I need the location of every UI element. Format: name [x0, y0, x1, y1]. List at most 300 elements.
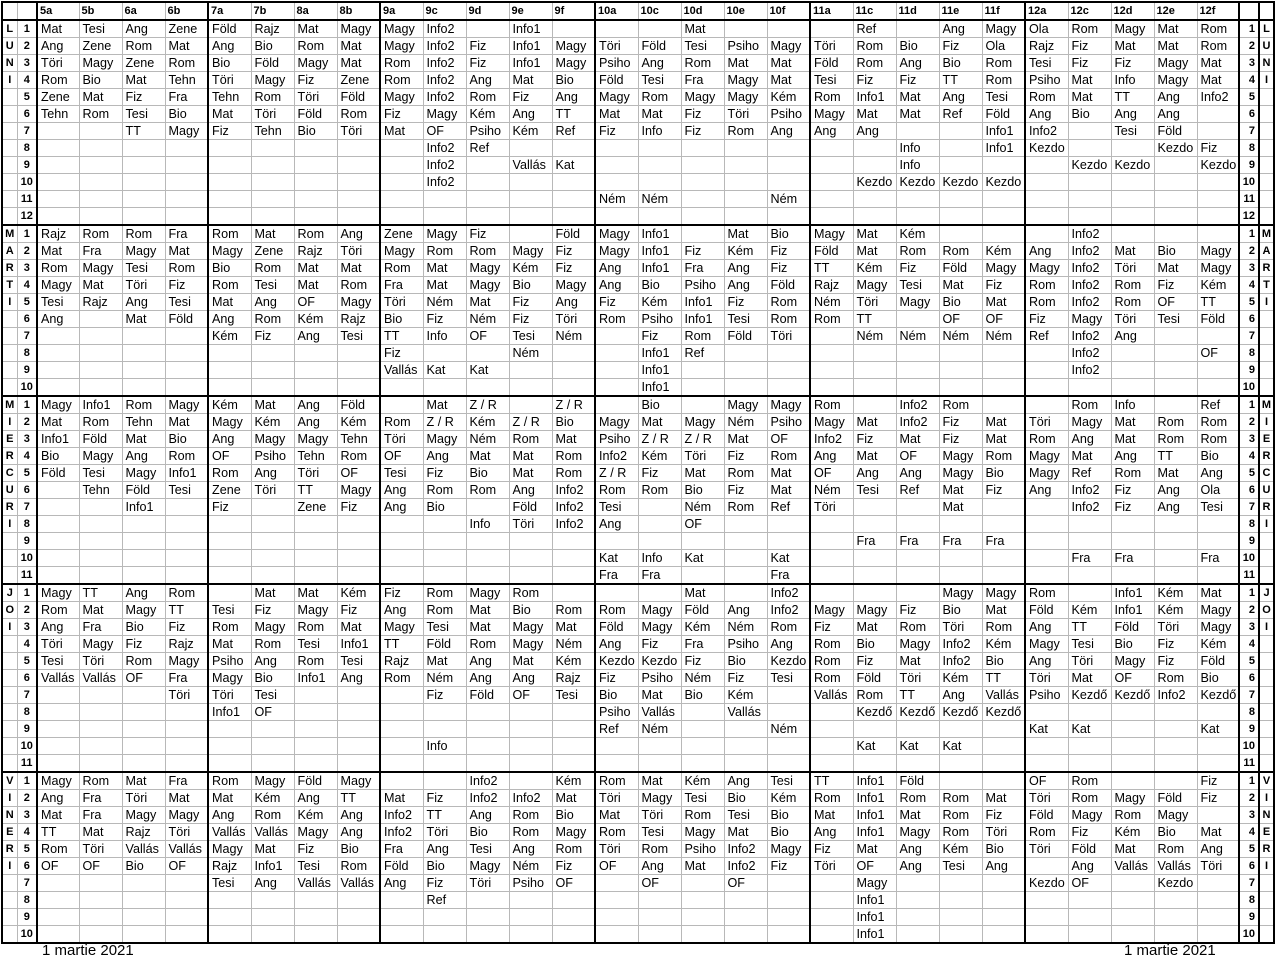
lesson-cell: Ang	[509, 106, 552, 123]
lesson-cell: Rom	[724, 123, 767, 140]
period-row	[2, 157, 1274, 174]
period-number: 6	[17, 482, 37, 499]
lesson-cell: Magy	[466, 584, 509, 602]
lesson-cell: Bio	[208, 55, 251, 72]
lesson-cell: Rom	[552, 465, 595, 482]
lesson-cell: Mat	[1068, 89, 1111, 106]
lesson-cell: Rom	[724, 499, 767, 516]
lesson-cell: Töri	[1068, 653, 1111, 670]
lesson-cell: Mat	[251, 225, 294, 243]
lesson-cell: Rom	[810, 790, 853, 807]
period-number-right: 7	[1239, 123, 1259, 140]
lesson-cell	[337, 362, 380, 379]
lesson-cell: Info1	[853, 926, 896, 944]
lesson-cell: Magy	[122, 465, 165, 482]
header-corner-period-right	[1239, 2, 1259, 20]
lesson-cell	[939, 191, 982, 208]
period-number: 9	[17, 909, 37, 926]
lesson-cell: Rom	[595, 772, 638, 790]
lesson-cell	[79, 909, 122, 926]
lesson-cell: Magy	[853, 277, 896, 294]
lesson-cell: Tesi	[165, 482, 208, 499]
lesson-cell: Fra	[681, 260, 724, 277]
period-row	[2, 191, 1274, 208]
lesson-cell	[79, 311, 122, 328]
lesson-cell: Rom	[380, 414, 423, 431]
lesson-cell: Kezdo	[1197, 157, 1239, 174]
lesson-cell: Kém	[337, 414, 380, 431]
day-letter-right: N	[1259, 807, 1274, 824]
lesson-cell: Info1	[251, 858, 294, 875]
lesson-cell: Info1	[853, 892, 896, 909]
period-number: 5	[17, 294, 37, 311]
lesson-cell: Bio	[122, 619, 165, 636]
lesson-cell: Info1	[982, 123, 1025, 140]
lesson-cell: Info1	[638, 345, 681, 362]
lesson-cell	[638, 174, 681, 191]
period-number: 8	[17, 516, 37, 533]
period-number-right: 3	[1239, 807, 1259, 824]
day-letter-left: I	[2, 414, 17, 431]
lesson-cell: Fiz	[165, 277, 208, 294]
lesson-cell	[165, 174, 208, 191]
lesson-cell: Magy	[1197, 243, 1239, 260]
lesson-cell: Info2	[896, 396, 939, 414]
lesson-cell	[79, 567, 122, 585]
lesson-cell: Magy	[466, 277, 509, 294]
lesson-cell: Rom	[165, 448, 208, 465]
lesson-cell: Töri	[810, 38, 853, 55]
lesson-cell: Fiz	[638, 465, 681, 482]
lesson-cell: Info2	[1068, 243, 1111, 260]
lesson-cell: Töri	[337, 123, 380, 140]
lesson-cell: Info2	[466, 772, 509, 790]
lesson-cell	[767, 704, 810, 721]
lesson-cell: Magy	[1068, 311, 1111, 328]
lesson-cell	[37, 721, 79, 738]
lesson-cell	[208, 892, 251, 909]
lesson-cell: Föld	[595, 72, 638, 89]
lesson-cell	[939, 345, 982, 362]
day-letter-right: J	[1259, 584, 1274, 602]
lesson-cell: TT	[79, 584, 122, 602]
period-number-right: 6	[1239, 670, 1259, 687]
lesson-cell: Rom	[294, 653, 337, 670]
lesson-cell: Ang	[380, 602, 423, 619]
period-number: 10	[17, 738, 37, 755]
lesson-cell: Info	[466, 516, 509, 533]
class-header: 9e	[509, 2, 552, 20]
lesson-cell: Magy	[1111, 790, 1154, 807]
lesson-cell: Magy	[638, 602, 681, 619]
lesson-cell	[122, 208, 165, 226]
day-letter-left: J	[2, 584, 17, 602]
lesson-cell: Magy	[294, 55, 337, 72]
lesson-cell: Töri	[208, 687, 251, 704]
lesson-cell: Magy	[939, 465, 982, 482]
lesson-cell	[79, 721, 122, 738]
lesson-cell: Vallás	[638, 704, 681, 721]
day-letter-right: U	[1259, 482, 1274, 499]
lesson-cell: Ném	[982, 328, 1025, 345]
lesson-cell: Tesi	[595, 499, 638, 516]
lesson-cell	[380, 738, 423, 755]
lesson-cell: Magy	[423, 106, 466, 123]
lesson-cell: Magy	[251, 619, 294, 636]
lesson-cell	[37, 157, 79, 174]
lesson-cell: Rom	[939, 790, 982, 807]
day-letter-left	[2, 636, 17, 653]
lesson-cell: Rom	[466, 243, 509, 260]
lesson-cell: Tesi	[767, 670, 810, 687]
lesson-cell: Magy	[552, 277, 595, 294]
lesson-cell: Fra	[681, 636, 724, 653]
lesson-cell: Mat	[1068, 670, 1111, 687]
lesson-cell: Bio	[552, 72, 595, 89]
lesson-cell: Info1	[638, 362, 681, 379]
lesson-cell	[1025, 550, 1068, 567]
lesson-cell: Info	[1111, 396, 1154, 414]
lesson-cell	[638, 892, 681, 909]
lesson-cell: TT	[1197, 294, 1239, 311]
lesson-cell: Info1	[294, 670, 337, 687]
lesson-cell	[853, 721, 896, 738]
lesson-cell: Info1	[337, 636, 380, 653]
lesson-cell: Rom	[466, 482, 509, 499]
lesson-cell: Töri	[552, 311, 595, 328]
lesson-cell: Magy	[810, 225, 853, 243]
lesson-cell: Kém	[466, 106, 509, 123]
period-number: 4	[17, 277, 37, 294]
lesson-cell: Ang	[1025, 243, 1068, 260]
lesson-cell: Fiz	[767, 243, 810, 260]
lesson-cell	[466, 157, 509, 174]
period-number: 10	[17, 174, 37, 191]
lesson-cell: Tesi	[1111, 123, 1154, 140]
lesson-cell: Tesi	[939, 858, 982, 875]
lesson-cell: Tesi	[724, 311, 767, 328]
lesson-cell: Magy	[982, 260, 1025, 277]
lesson-cell	[208, 533, 251, 550]
period-number: 3	[17, 807, 37, 824]
lesson-cell: Info1	[853, 772, 896, 790]
lesson-cell: Magy	[896, 824, 939, 841]
lesson-cell: Tehn	[294, 448, 337, 465]
day-letter-right	[1259, 106, 1274, 123]
lesson-cell	[552, 362, 595, 379]
lesson-cell	[423, 721, 466, 738]
lesson-cell: Mat	[896, 807, 939, 824]
lesson-cell: Rom	[122, 38, 165, 55]
lesson-cell	[122, 362, 165, 379]
lesson-cell: Info2	[466, 790, 509, 807]
lesson-cell: Info	[423, 738, 466, 755]
lesson-cell: Töri	[380, 431, 423, 448]
lesson-cell: TT	[982, 670, 1025, 687]
lesson-cell	[37, 909, 79, 926]
lesson-cell: Z / R	[423, 414, 466, 431]
period-number: 9	[17, 362, 37, 379]
lesson-cell: Rom	[208, 772, 251, 790]
lesson-cell	[337, 191, 380, 208]
lesson-cell	[122, 875, 165, 892]
lesson-cell: Rom	[595, 602, 638, 619]
day-letter-left: R	[2, 260, 17, 277]
lesson-cell	[337, 516, 380, 533]
class-header: 10a	[595, 2, 638, 20]
lesson-cell	[896, 755, 939, 773]
lesson-cell	[37, 704, 79, 721]
lesson-cell: Ang	[509, 670, 552, 687]
lesson-cell: Ang	[724, 772, 767, 790]
period-number: 11	[17, 567, 37, 585]
lesson-cell	[122, 755, 165, 773]
period-row	[2, 106, 1274, 123]
day-letter-right: M	[1259, 225, 1274, 243]
lesson-cell: Info2	[1068, 499, 1111, 516]
lesson-cell	[1068, 892, 1111, 909]
lesson-cell: Mat	[509, 653, 552, 670]
lesson-cell: Mat	[896, 653, 939, 670]
lesson-cell: Föld	[939, 260, 982, 277]
lesson-cell	[638, 755, 681, 773]
lesson-cell: Rom	[509, 824, 552, 841]
lesson-cell: Töri	[1111, 311, 1154, 328]
lesson-cell	[423, 379, 466, 397]
lesson-cell	[552, 909, 595, 926]
lesson-cell: Magy	[251, 431, 294, 448]
lesson-cell	[638, 499, 681, 516]
lesson-cell: Vallás	[982, 687, 1025, 704]
period-row	[2, 584, 1274, 602]
lesson-cell	[724, 892, 767, 909]
lesson-cell	[509, 208, 552, 226]
lesson-cell: Bio	[853, 636, 896, 653]
lesson-cell: Ang	[337, 824, 380, 841]
lesson-cell: Magy	[79, 636, 122, 653]
lesson-cell	[724, 191, 767, 208]
lesson-cell	[896, 499, 939, 516]
lesson-cell: Info2	[509, 790, 552, 807]
lesson-cell: Tehn	[165, 72, 208, 89]
lesson-cell	[853, 191, 896, 208]
lesson-cell: Mat	[337, 38, 380, 55]
lesson-cell: Föld	[37, 465, 79, 482]
lesson-cell: Info1	[853, 790, 896, 807]
lesson-cell: Rom	[939, 824, 982, 841]
lesson-cell	[251, 909, 294, 926]
period-number: 5	[17, 841, 37, 858]
lesson-cell: Rom	[939, 396, 982, 414]
lesson-cell: Föld	[896, 772, 939, 790]
lesson-cell	[767, 362, 810, 379]
lesson-cell: Bio	[982, 653, 1025, 670]
lesson-cell	[939, 567, 982, 585]
lesson-cell: Bio	[1197, 448, 1239, 465]
lesson-cell	[1197, 892, 1239, 909]
class-header-row	[2, 2, 1274, 20]
lesson-cell	[122, 379, 165, 397]
lesson-cell	[724, 140, 767, 157]
lesson-cell: Mat	[853, 619, 896, 636]
lesson-cell	[681, 396, 724, 414]
lesson-cell	[208, 191, 251, 208]
day-letter-left	[2, 738, 17, 755]
period-row	[2, 277, 1274, 294]
lesson-cell: Ang	[939, 20, 982, 38]
lesson-cell: Kezdő	[1197, 687, 1239, 704]
lesson-cell: Fiz	[509, 311, 552, 328]
lesson-cell: Rom	[165, 55, 208, 72]
lesson-cell: Ang	[1154, 499, 1197, 516]
lesson-cell: Rom	[509, 431, 552, 448]
day-letter-left	[2, 926, 17, 944]
lesson-cell	[380, 191, 423, 208]
lesson-cell: Info2	[1068, 277, 1111, 294]
day-letter-right	[1259, 140, 1274, 157]
lesson-cell: Mat	[122, 431, 165, 448]
lesson-cell: Info1	[79, 396, 122, 414]
lesson-cell: Ang	[810, 448, 853, 465]
lesson-cell	[208, 208, 251, 226]
lesson-cell: Mat	[724, 55, 767, 72]
day-letter-right: R	[1259, 841, 1274, 858]
lesson-cell: Rom	[1025, 89, 1068, 106]
lesson-cell: Magy	[337, 20, 380, 38]
lesson-cell: Fiz	[423, 465, 466, 482]
lesson-cell	[380, 892, 423, 909]
lesson-cell: Magy	[1025, 636, 1068, 653]
lesson-cell: Fiz	[724, 448, 767, 465]
lesson-cell: Rom	[853, 687, 896, 704]
lesson-cell: Ang	[724, 260, 767, 277]
lesson-cell	[509, 567, 552, 585]
lesson-cell: Kezdo	[1025, 140, 1068, 157]
day-letter-left	[2, 208, 17, 226]
lesson-cell: Föld	[853, 670, 896, 687]
lesson-cell: Föld	[1025, 602, 1068, 619]
lesson-cell: Psiho	[595, 55, 638, 72]
day-letter-left: L	[2, 20, 17, 38]
lesson-cell: Rom	[767, 311, 810, 328]
lesson-cell	[208, 516, 251, 533]
lesson-cell: TT	[1068, 619, 1111, 636]
day-letter-right: L	[1259, 20, 1274, 38]
day-letter-left: A	[2, 243, 17, 260]
lesson-cell	[1111, 567, 1154, 585]
lesson-cell	[380, 909, 423, 926]
lesson-cell: Magy	[423, 225, 466, 243]
lesson-cell: Rom	[294, 38, 337, 55]
period-row	[2, 140, 1274, 157]
period-number-right: 8	[1239, 892, 1259, 909]
lesson-cell	[509, 379, 552, 397]
lesson-cell	[1197, 379, 1239, 397]
lesson-cell: Kém	[681, 619, 724, 636]
lesson-cell: Magy	[853, 602, 896, 619]
lesson-cell: Kém	[509, 123, 552, 140]
lesson-cell: Ang	[1025, 106, 1068, 123]
lesson-cell: Rom	[595, 311, 638, 328]
lesson-cell: OF	[939, 311, 982, 328]
lesson-cell: Tesi	[337, 653, 380, 670]
lesson-cell: Töri	[724, 106, 767, 123]
lesson-cell: Info2	[423, 174, 466, 191]
lesson-cell	[79, 533, 122, 550]
lesson-cell	[423, 345, 466, 362]
lesson-cell	[896, 926, 939, 944]
lesson-cell	[1025, 892, 1068, 909]
lesson-cell	[681, 191, 724, 208]
lesson-cell: Töri	[982, 824, 1025, 841]
lesson-cell	[1197, 106, 1239, 123]
lesson-cell: Kezdo	[595, 653, 638, 670]
period-number: 8	[17, 704, 37, 721]
lesson-cell: Töri	[122, 790, 165, 807]
lesson-cell: Mat	[251, 396, 294, 414]
lesson-cell: Föld	[208, 20, 251, 38]
lesson-cell	[1111, 533, 1154, 550]
lesson-cell	[165, 926, 208, 944]
lesson-cell: Bio	[380, 311, 423, 328]
lesson-cell	[595, 584, 638, 602]
lesson-cell	[1111, 721, 1154, 738]
period-row	[2, 294, 1274, 311]
date-footer-left: 1 martie 2021	[42, 942, 134, 959]
lesson-cell: Mat	[509, 448, 552, 465]
lesson-cell: Tesi	[165, 294, 208, 311]
lesson-cell	[552, 140, 595, 157]
lesson-cell	[1025, 362, 1068, 379]
lesson-cell	[337, 345, 380, 362]
lesson-cell: Ném	[423, 294, 466, 311]
lesson-cell	[1154, 396, 1197, 414]
lesson-cell: Fra	[380, 277, 423, 294]
period-row	[2, 260, 1274, 277]
day-letter-right	[1259, 875, 1274, 892]
lesson-cell: Bio	[251, 38, 294, 55]
day-letter-right	[1259, 550, 1274, 567]
lesson-cell: Zene	[251, 243, 294, 260]
period-row	[2, 738, 1274, 755]
lesson-cell	[1068, 567, 1111, 585]
lesson-cell: Rom	[1197, 431, 1239, 448]
lesson-cell: Kat	[423, 362, 466, 379]
lesson-cell	[595, 174, 638, 191]
period-row	[2, 482, 1274, 499]
lesson-cell: Ang	[853, 123, 896, 140]
lesson-cell	[810, 926, 853, 944]
lesson-cell: Fiz	[1197, 790, 1239, 807]
period-number: 9	[17, 157, 37, 174]
lesson-cell: Info2	[896, 414, 939, 431]
lesson-cell	[122, 550, 165, 567]
lesson-cell: Föld	[466, 687, 509, 704]
lesson-cell: Ang	[767, 123, 810, 140]
lesson-cell: Magy	[509, 243, 552, 260]
class-header: 12c	[1068, 2, 1111, 20]
lesson-cell	[37, 875, 79, 892]
lesson-cell	[509, 721, 552, 738]
lesson-cell: Kém	[552, 653, 595, 670]
lesson-cell: Tesi	[294, 858, 337, 875]
lesson-cell	[1197, 362, 1239, 379]
lesson-cell	[939, 755, 982, 773]
lesson-cell: Zene	[122, 55, 165, 72]
lesson-cell: Ang	[810, 824, 853, 841]
class-header: 12a	[1025, 2, 1068, 20]
lesson-cell: Ang	[724, 277, 767, 294]
